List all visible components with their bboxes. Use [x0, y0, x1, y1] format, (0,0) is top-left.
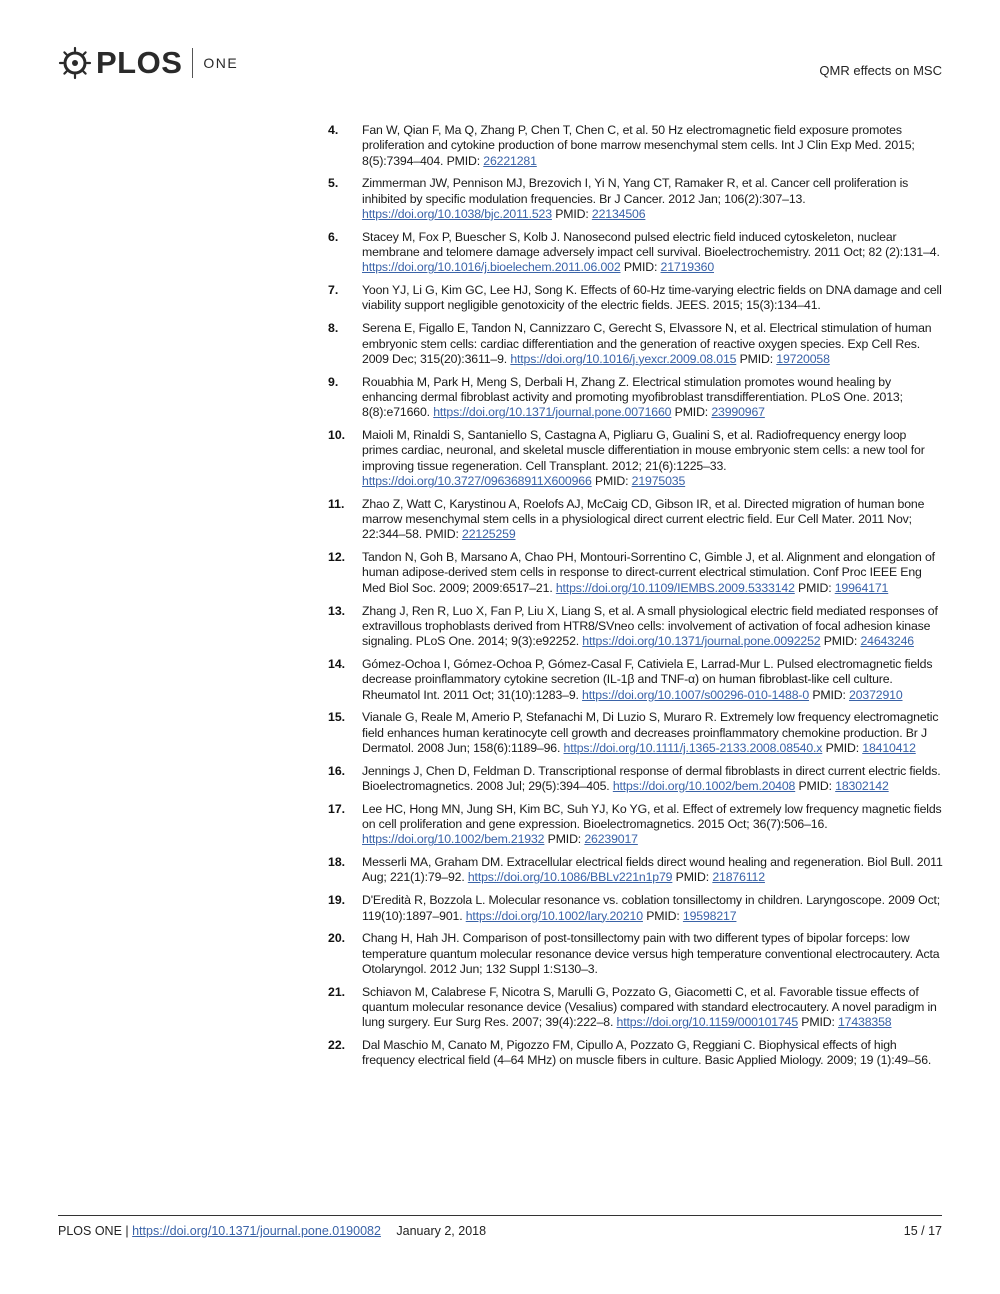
- reference-pmid-link[interactable]: 19720058: [776, 351, 830, 366]
- reference-item: [328, 375, 944, 421]
- reference-text: [362, 893, 944, 924]
- reference-doi-link[interactable]: https://doi.org/10.1038/bjc.2011.523: [362, 206, 552, 221]
- reference-text: [362, 802, 944, 848]
- reference-number: 6.: [328, 229, 339, 244]
- reference-item: [328, 604, 944, 650]
- reference-doi-link[interactable]: https://doi.org/10.1007/s00296-010-1488-0: [582, 687, 810, 702]
- pmid-label: PMID:: [623, 260, 661, 275]
- reference-pmid-link[interactable]: 26221281: [483, 153, 537, 168]
- reference-citation: Zimmerman JW, Pennison MJ, Brezovich I, Yi N, Yang CT, Ramaker R, et al. Cancer cell proliferation is inhibited by specific modulation frequencies. Br J Cancer. 2012 Jan; 106(2):307–13.: [362, 176, 909, 206]
- pmid-label: PMID:: [812, 687, 849, 702]
- reference-item: [328, 123, 944, 169]
- pmid-label: PMID:: [555, 206, 592, 221]
- reference-citation: Zhao Z, Watt C, Karystinou A, Roelofs AJ, McCaig CD, Gibson IR, et al. Directed migration of human bone marrow mesenchymal stem cells in a physiological direct current electric field. Eur Cell Mater. 2011 Nov; 22:344–58. PMID:: [362, 496, 925, 542]
- reference-citation: Tandon N, Goh B, Marsano A, Chao PH, Montouri-Sorrentino C, Gimble J, et al. Alignment and elongation of human adipose-derived stem cells in response to direct-current electrical stimulation. Conf Proc IEEE Eng Med Biol Soc. 2009; 2009:6517–21.: [362, 550, 935, 595]
- reference-citation: Vianale G, Reale M, Amerio P, Stefanachi M, Di Luzio S, Muraro R. Extremely low frequency electromagnetic field enhances human keratinocyte cell growth and decreases proinflammatory chemokine production. Br J Dermatol. 2008 Jun; 158(6):1189–96.: [362, 710, 939, 755]
- reference-pmid-link[interactable]: 19964171: [834, 580, 889, 595]
- reference-text: [362, 855, 944, 886]
- reference-text: [362, 931, 944, 977]
- reference-citation: Lee HC, Hong MN, Jung SH, Kim BC, Suh YJ, Ko YG, et al. Effect of extremely low frequency magnetic fields on cell proliferation and gene expression. Bioelectromagnetics. 2015 Oct; 36(7):506–16.: [362, 801, 942, 832]
- reference-item: [328, 283, 944, 314]
- reference-item: [328, 1038, 944, 1069]
- pmid-label: PMID:: [798, 778, 836, 793]
- reference-item: [328, 931, 944, 977]
- reference-item: [328, 985, 944, 1031]
- reference-doi-link[interactable]: https://doi.org/10.1371/journal.pone.0071660: [433, 405, 672, 420]
- pmid-label: PMID:: [594, 473, 632, 488]
- reference-number: 19.: [328, 893, 346, 908]
- reference-item: [328, 428, 944, 489]
- reference-item: [328, 802, 944, 848]
- reference-text: [362, 497, 944, 543]
- reference-doi-link[interactable]: https://doi.org/10.1002/lary.20210: [465, 908, 643, 923]
- footer-doi-link[interactable]: https://doi.org/10.1371/journal.pone.0190082: [132, 1224, 381, 1238]
- reference-pmid-link[interactable]: 21876112: [712, 870, 765, 885]
- pmid-label: PMID:: [646, 908, 683, 923]
- reference-pmid-link[interactable]: 19598217: [682, 908, 737, 923]
- reference-citation: Schiavon M, Calabrese F, Nicotra S, Marulli G, Pozzato G, Giacometti C, et al. Favorable tissue effects of quantum molecular resonance device (Vesalius) compared with standard electrocautery. A novel paradigm in lung surgery. Eur Surg Res. 2007; 39(4):222–8.: [362, 984, 937, 1030]
- reference-citation: Serena E, Figallo E, Tandon N, Cannizzaro C, Gerecht S, Elvassore N, et al. Electrical stimulation of human embryonic stem cells: cardiac differentiation and the generation of reactive oxygen species. Exp Cell Res. 2009 Dec; 315(20):3611–9.: [362, 321, 932, 366]
- reference-doi-link[interactable]: https://doi.org/10.1371/journal.pone.0092252: [582, 634, 821, 649]
- reference-text: [362, 230, 944, 276]
- reference-number: 20.: [328, 931, 346, 946]
- footer-divider: [58, 1215, 942, 1216]
- reference-doi-link[interactable]: https://doi.org/10.1109/IEMBS.2009.5333142: [555, 580, 795, 595]
- reference-item: [328, 321, 944, 367]
- reference-item: [328, 176, 944, 222]
- reference-item: [328, 230, 944, 276]
- reference-number: 11.: [328, 496, 345, 511]
- reference-pmid-link[interactable]: 21975035: [631, 473, 686, 488]
- reference-number: 15.: [328, 710, 346, 725]
- reference-pmid-link[interactable]: 20372910: [849, 687, 903, 702]
- reference-doi-link[interactable]: https://doi.org/10.1086/BBLv221n1p79: [467, 870, 673, 885]
- reference-number: 10.: [328, 428, 346, 443]
- reference-text: [362, 176, 944, 222]
- reference-citation: Zhang J, Ren R, Luo X, Fan P, Liu X, Liang S, et al. A small physiological electric field mediated responses of extravillous trophoblasts derived from HTR8/SVneo cells: involvement of activation of focal adhesion kinase signaling. PLoS One. 2014; 9(3):e92252.: [362, 603, 938, 649]
- footer-date: January 2, 2018: [396, 1224, 487, 1238]
- reference-doi-link[interactable]: https://doi.org/10.3727/096368911X600966: [362, 473, 592, 488]
- reference-citation: Chang H, Hah JH. Comparison of post-tonsillectomy pain with two different types of bipolar forceps: low temperature quantum molecular resonance device versus high temperature conventional electrocautery. Acta Otolaryngol. 2012 Jun; 132 Suppl 1:S130–3.: [362, 931, 940, 976]
- reference-item: [328, 550, 944, 596]
- reference-number: 16.: [328, 763, 346, 778]
- page-number: 15 / 17: [903, 1224, 942, 1238]
- reference-doi-link[interactable]: https://doi.org/10.1111/j.1365-2133.2008.08540.x: [563, 740, 823, 755]
- page-footer: [58, 1224, 942, 1238]
- reference-number: 14.: [328, 656, 346, 671]
- reference-doi-link[interactable]: https://doi.org/10.1002/bem.20408: [612, 778, 796, 793]
- reference-item: [328, 893, 944, 924]
- reference-item: [328, 855, 944, 886]
- reference-text: [362, 283, 944, 314]
- reference-text: [362, 985, 944, 1031]
- pmid-label: PMID:: [547, 832, 585, 847]
- reference-pmid-link[interactable]: 26239017: [584, 832, 638, 847]
- reference-pmid-link[interactable]: 21719360: [660, 260, 715, 275]
- reference-number: 7.: [328, 283, 339, 298]
- reference-list: [328, 123, 944, 1076]
- logo-subtitle: ONE: [203, 55, 239, 71]
- reference-citation: Jennings J, Chen D, Feldman D. Transcriptional response of dermal fibroblasts in direct current electric fields. Bioelectromagnetics. 2008 Jul; 29(5):394–405.: [362, 763, 941, 793]
- footer-journal: PLOS ONE |: [58, 1224, 133, 1238]
- reference-number: 5.: [328, 176, 339, 191]
- reference-pmid-link[interactable]: 22134506: [591, 206, 646, 221]
- reference-number: 9.: [328, 374, 339, 389]
- reference-citation: D'Eredità R, Bozzola L. Molecular resonance vs. coblation tonsillectomy in children. Laryngoscope. 2009 Oct; 119(10):1897–901.: [362, 893, 941, 923]
- reference-item: [328, 657, 944, 703]
- running-title: QMR effects on MSC: [819, 63, 942, 78]
- reference-citation: Yoon YJ, Li G, Kim GC, Lee HJ, Song K. Effects of 60-Hz time-varying electric fields on DNA damage and cell viability support negligible genotoxicity of the electric fields. JEES. 2015; 15(3):134–41.: [362, 283, 942, 313]
- reference-doi-link[interactable]: https://doi.org/10.1016/j.bioelechem.2011.06.002: [362, 260, 621, 275]
- reference-text: [362, 710, 944, 756]
- reference-text: [362, 428, 944, 489]
- reference-item: [328, 764, 944, 795]
- page-header: [58, 40, 942, 86]
- reference-citation: Rouabhia M, Park H, Meng S, Derbali H, Zhang Z. Electrical stimulation promotes wound healing by enhancing dermal fibroblast activity and promoting myofibroblast transdifferentiation. PLoS One. 2013; 8(8):e71660.: [362, 374, 903, 420]
- reference-doi-link[interactable]: https://doi.org/10.1016/j.yexcr.2009.08.015: [510, 351, 737, 366]
- plos-logo-icon: [58, 46, 92, 80]
- reference-pmid-link[interactable]: 18410412: [862, 740, 916, 755]
- reference-number: 8.: [328, 321, 339, 336]
- reference-number: 21.: [328, 984, 346, 999]
- reference-citation: Gómez-Ochoa I, Gómez-Ochoa P, Gómez-Casal F, Cativiela E, Larrad-Mur L. Pulsed electromagnetic fields decrease proinflammatory cytokine secretion (IL-1β and TNF-α) on human fibroblast-like cell culture. Rheumatol Int. 2011 Oct; 31(10):1283–9.: [362, 656, 933, 702]
- pmid-label: PMID:: [801, 1015, 838, 1030]
- reference-text: [362, 764, 944, 795]
- pmid-label: PMID:: [823, 634, 861, 649]
- reference-number: 12.: [328, 550, 346, 565]
- reference-citation: Messerli MA, Graham DM. Extracellular electrical fields direct wound healing and regeneration. Biol Bull. 2011 Aug; 221(1):79–92.: [362, 855, 943, 885]
- logo-wordmark: PLOS: [96, 45, 183, 80]
- reference-pmid-link[interactable]: 24643246: [860, 634, 914, 649]
- reference-number: 22.: [328, 1038, 346, 1053]
- pmid-label: PMID:: [675, 870, 713, 885]
- reference-text: [362, 550, 944, 596]
- reference-pmid-link[interactable]: 23990967: [711, 405, 765, 420]
- reference-doi-link[interactable]: https://doi.org/10.1159/000101745: [616, 1015, 799, 1030]
- reference-number: 18.: [328, 855, 346, 870]
- reference-number: 17.: [328, 801, 346, 816]
- pmid-label: PMID:: [739, 351, 777, 366]
- reference-pmid-link[interactable]: 22125259: [462, 527, 516, 542]
- reference-citation: Maioli M, Rinaldi S, Santaniello S, Castagna A, Pigliaru G, Gualini S, et al. Radiofrequency energy loop primes cardiac, neuronal, and skeletal muscle differentiation in mouse embryonic stem cells: a new tool for improving tissue regeneration. Cell Transplant. 2012; 21(6):1225–33.: [362, 428, 925, 473]
- reference-number: 4.: [328, 123, 339, 137]
- logo-divider: [192, 48, 193, 78]
- reference-citation: Stacey M, Fox P, Buescher S, Kolb J. Nanosecond pulsed electric field induced cytoskeleton, nuclear membrane and telomere damage adversely impact cell survival. Bioelectrochemistry. 2011 Oct; 82 (2):131–4.: [362, 229, 940, 260]
- reference-citation: Fan W, Qian F, Ma Q, Zhang P, Chen T, Chen C, et al. 50 Hz electromagnetic field exposure promotes proliferation and cytokine production of bone marrow mesenchymal stem cells. Int J Clin Exp Med. 2015; 8(5):7394–404. PMID:: [362, 123, 915, 168]
- plos-one-logo[interactable]: [58, 44, 238, 82]
- pmid-label: PMID:: [674, 405, 712, 420]
- reference-pmid-link[interactable]: 18302142: [835, 778, 889, 793]
- reference-citation: Dal Maschio M, Canato M, Pigozzo FM, Cipullo A, Pozzato G, Reggiani C. Biophysical effects of high frequency electrical field (4–64 MHz) on muscle fibers in culture. Basic Applied Miology. 2009; 19 (1):49–56.: [362, 1038, 932, 1068]
- reference-text: [362, 321, 944, 367]
- reference-doi-link[interactable]: https://doi.org/10.1002/bem.21932: [362, 832, 545, 847]
- reference-number: 13.: [328, 603, 346, 618]
- reference-pmid-link[interactable]: 17438358: [837, 1015, 892, 1030]
- reference-text: [362, 123, 944, 169]
- pmid-label: PMID:: [825, 740, 863, 755]
- pmid-label: PMID:: [798, 580, 835, 595]
- reference-item: [328, 710, 944, 756]
- reference-text: [362, 657, 944, 703]
- reference-text: [362, 604, 944, 650]
- reference-text: [362, 1038, 944, 1069]
- reference-item: [328, 497, 944, 543]
- reference-text: [362, 375, 944, 421]
